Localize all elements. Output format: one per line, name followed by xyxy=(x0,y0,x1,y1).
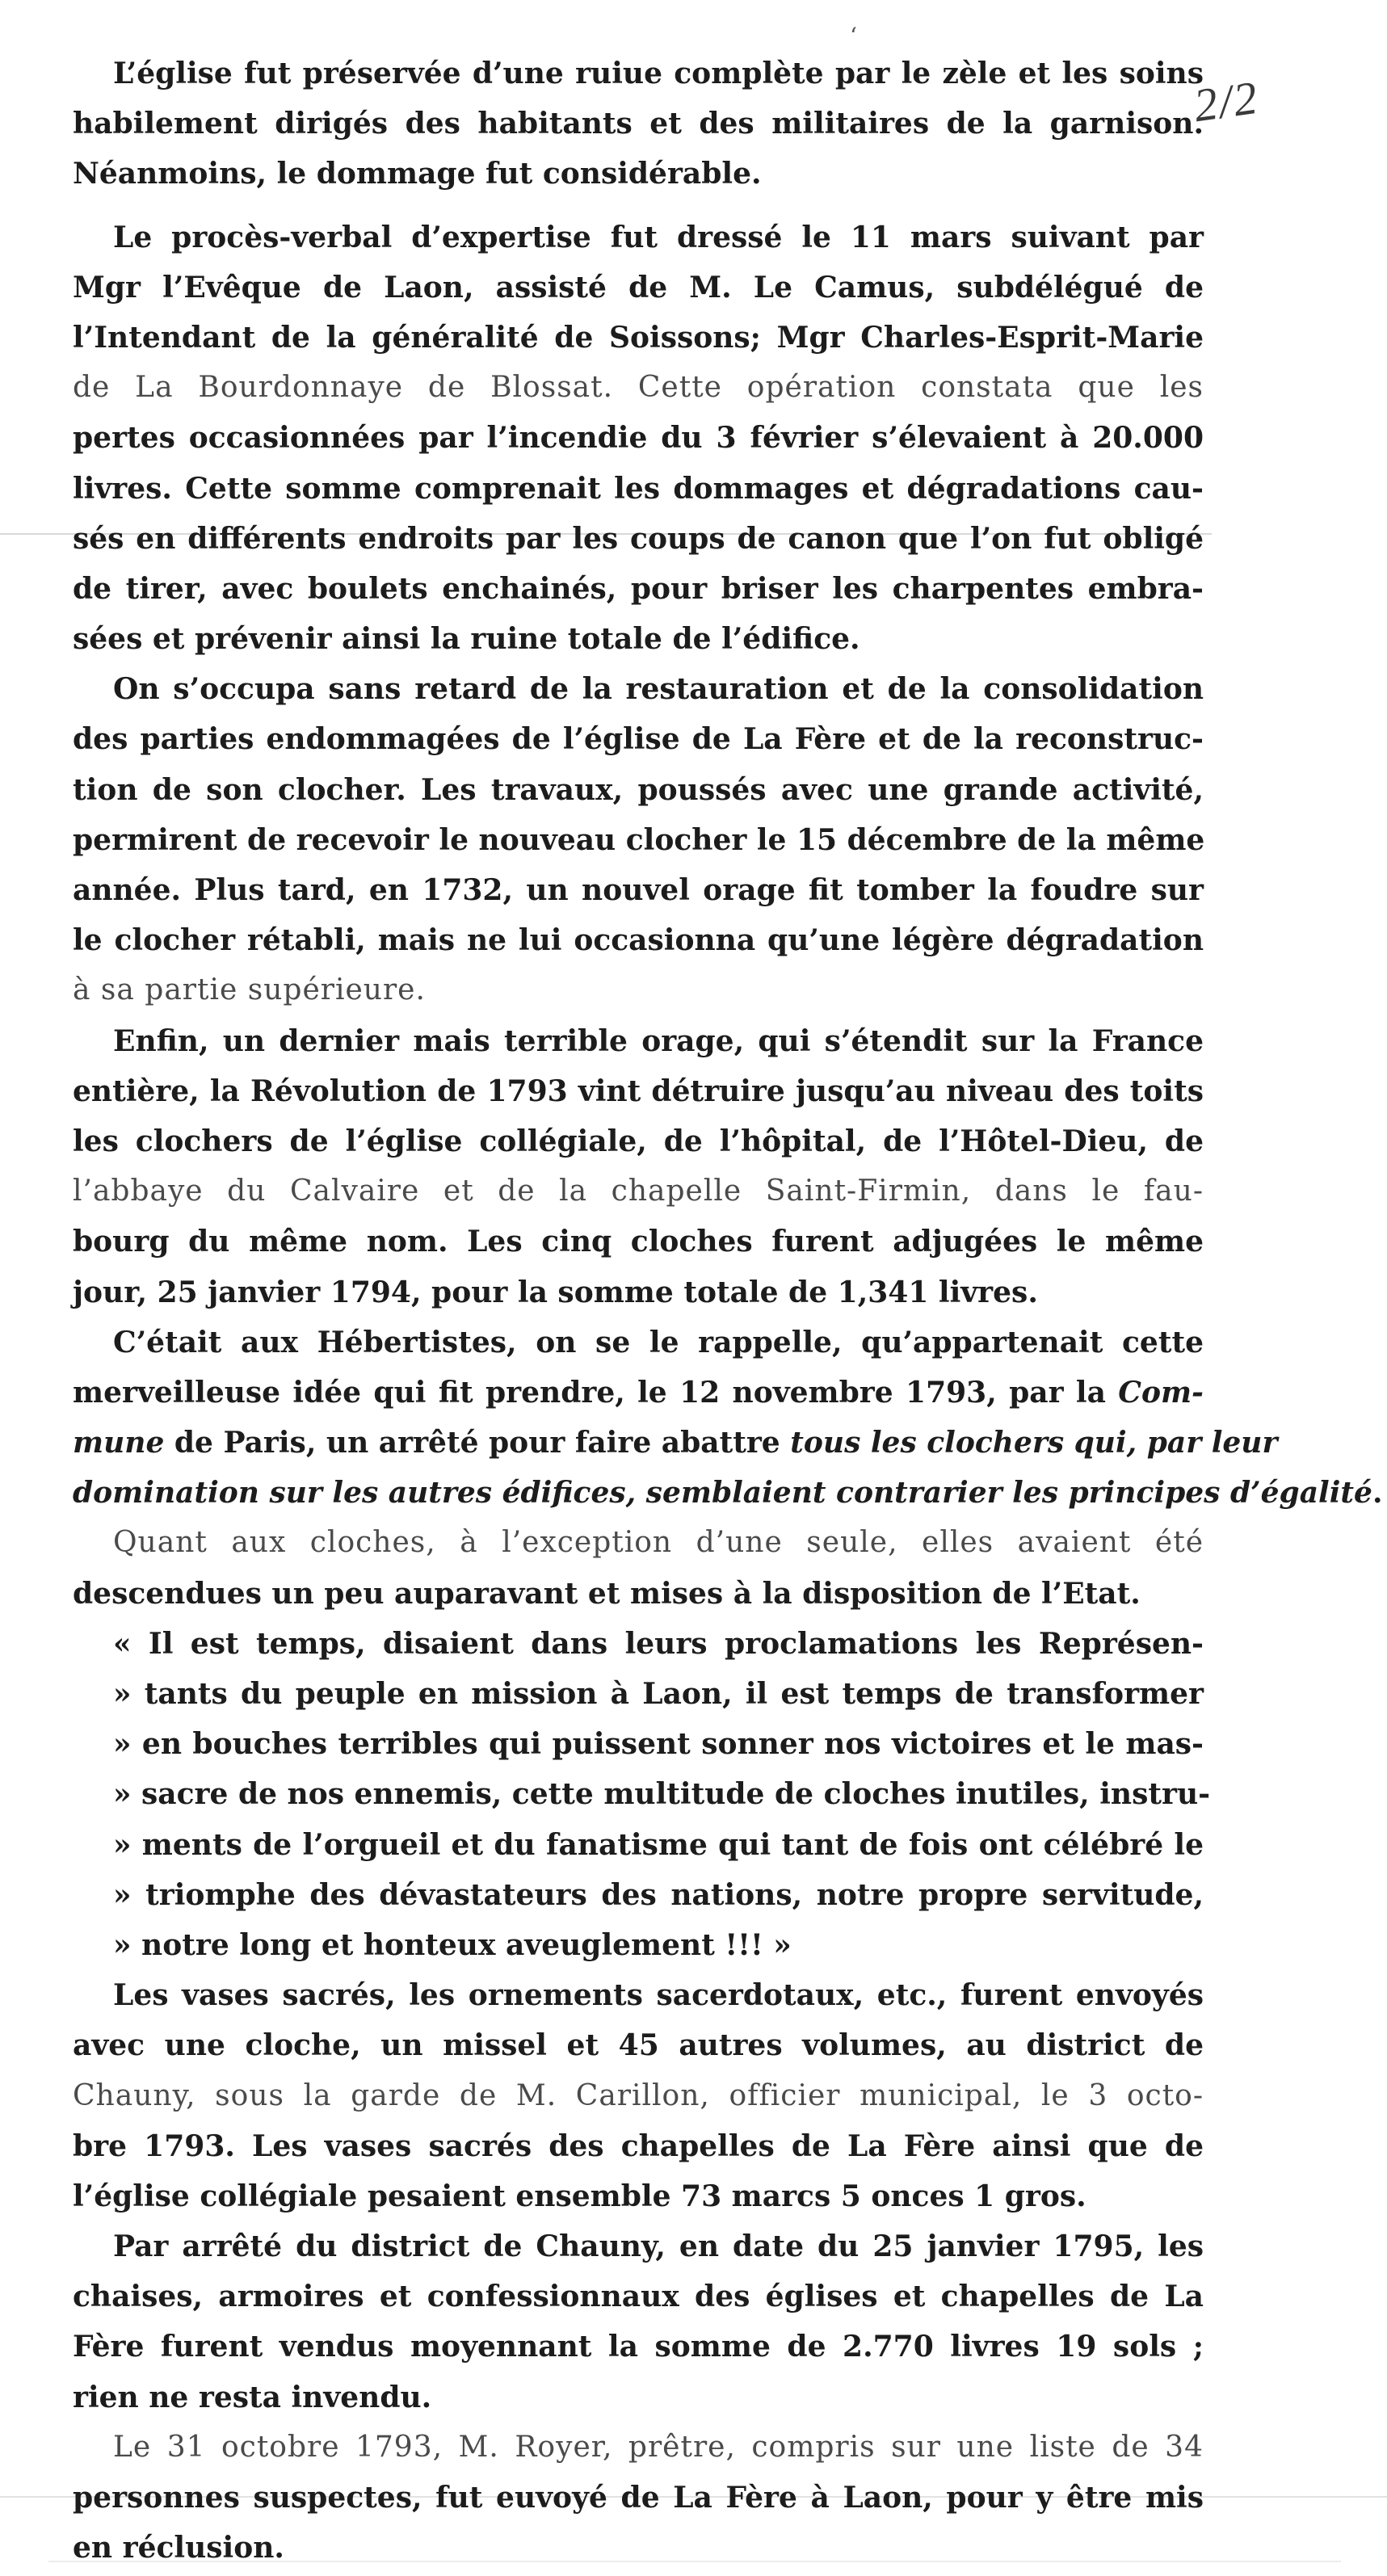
text-line: Fère furent vendus moyennant la somme de 2.770 livres 19 sols ; xyxy=(73,2330,1204,2364)
text-line: de tirer, avec boulets enchainés, pour briser les charpentes embra- xyxy=(73,571,1204,606)
text-line: » triomphe des dévastateurs des nations, notre propre servitude, xyxy=(113,1877,1204,1912)
text-line: » sacre de nos ennemis, cette multitude de cloches inutiles, instru- xyxy=(113,1777,1211,1812)
text-line: » tants du peuple en mission à Laon, il est temps de transformer xyxy=(113,1677,1204,1711)
margin-page-number: 2/2 xyxy=(1190,70,1263,132)
text-line: jour, 25 janvier 1794, pour la somme totale de 1,341 livres. xyxy=(73,1275,1038,1309)
text-span: de Paris, un arrêté pour faire abattre xyxy=(164,1426,791,1460)
text-line: bourg du même nom. Les cinq cloches furent adjugées le même xyxy=(73,1225,1204,1259)
text-line: chaises, armoires et confessionnaux des églises et chapelles de La xyxy=(73,2280,1204,2314)
text-line: Les vases sacrés, les ornements sacerdotaux, etc., furent envoyés xyxy=(113,1978,1204,2013)
text-line: Enfin, un dernier mais terrible orage, qui s’étendit sur la France xyxy=(113,1023,1204,1058)
text-span: . xyxy=(1372,1476,1383,1511)
text-line: » notre long et honteux aveuglement !!! » xyxy=(113,1927,792,1962)
text-line: des parties endommagées de l’église de La Fère et de la reconstruc- xyxy=(73,722,1204,757)
text-line: de La Bourdonnaye de Blossat. Cette opération constata que les xyxy=(73,371,1204,405)
text-line: à sa partie supérieure. xyxy=(73,973,426,1007)
text-line: livres. Cette somme comprenait les dommages et dégradations cau- xyxy=(73,471,1204,506)
text-line: descendues un peu auparavant et mises à la disposition de l’Etat. xyxy=(73,1576,1141,1611)
text-line xyxy=(73,1418,1278,1468)
text-line: permirent de recevoir le nouveau clocher le 15 décembre de la même xyxy=(73,822,1205,857)
text-line: pertes occasionnées par l’incendie du 3 février s’élevaient à 20.000 xyxy=(73,421,1204,456)
text-line xyxy=(73,1368,1204,1418)
text-line: bre 1793. Les vases sacrés des chapelles de La Fère ainsi que de xyxy=(73,2128,1204,2163)
text-line: Le 31 octobre 1793, M. Royer, prêtre, compris sur une liste de 34 xyxy=(113,2430,1204,2464)
text-line: année. Plus tard, en 1732, un nouvel orage fit tomber la foudre sur xyxy=(73,873,1204,907)
italic-span: mune xyxy=(73,1426,165,1460)
text-line: en réclusion. xyxy=(73,2531,284,2565)
text-line: tion de son clocher. Les travaux, poussés avec une grande activité, xyxy=(73,772,1204,807)
text-line: Mgr l’Evêque de Laon, assisté de M. Le Camus, subdélégué de xyxy=(73,270,1204,305)
text-line: entière, la Révolution de 1793 vint détruire jusqu’au niveau des toits xyxy=(73,1074,1204,1108)
text-line: rien ne resta invendu. xyxy=(73,2380,432,2414)
text-line: l’abbaye du Calvaire et de la chapelle Saint-Firmin, dans le fau- xyxy=(73,1175,1204,1208)
text-line: Néanmoins, le dommage fut considérable. xyxy=(73,157,762,191)
text-line: Le procès-verbal d’expertise fut dressé le 11 mars suivant par xyxy=(113,220,1204,254)
text-line: » ments de l’orgueil et du fanatisme qui tant de fois ont célébré le xyxy=(113,1827,1204,1862)
text-line: C’était aux Hébertistes, on se le rappelle, qu’appartenait cette xyxy=(113,1325,1204,1359)
text-line: On s’occupa sans retard de la restauration et de la consolidation xyxy=(113,672,1204,707)
text-line: Quant aux cloches, à l’exception d’une seule, elles avaient été xyxy=(113,1526,1204,1560)
text-line: sés en différents endroits par les coups de canon que l’on fut obligé xyxy=(73,521,1204,556)
text-line: l’église collégiale pesaient ensemble 73 marcs 5 onces 1 gros. xyxy=(73,2179,1086,2213)
text-span: merveilleuse idée qui fit prendre, le 12 novembre 1793, par la xyxy=(73,1375,1119,1410)
italic-span: tous les clochers qui, par leur xyxy=(790,1426,1278,1460)
text-line: L’église fut préservée d’une ruiue complète par le zèle et les soins xyxy=(113,57,1204,90)
text-line: l’Intendant de la généralité de Soissons; Mgr Charles-Esprit-Marie xyxy=(73,320,1204,355)
text-line: Par arrêté du district de Chauny, en date du 25 janvier 1795, les xyxy=(113,2229,1204,2264)
text-line: personnes suspectes, fut euvoyé de La Fère à Laon, pour y être mis xyxy=(73,2481,1204,2515)
text-line: le clocher rétabli, mais ne lui occasionna qu’une légère dégradation xyxy=(73,923,1204,958)
text-line: habilement dirigés des habitants et des militaires de la garnison. xyxy=(73,107,1204,141)
text-line: sées et prévenir ainsi la ruine totale de l’édifice. xyxy=(73,622,860,657)
italic-span: Com- xyxy=(1118,1375,1204,1410)
text-line xyxy=(73,1468,1383,1518)
text-line: » en bouches terribles qui puissent sonner nos victoires et le mas- xyxy=(113,1727,1204,1762)
top-pencil-mark: ‘ xyxy=(850,23,857,49)
text-line: Chauny, sous la garde de M. Carillon, officier municipal, le 3 octo- xyxy=(73,2078,1204,2112)
text-line: avec une cloche, un missel et 45 autres volumes, au district de xyxy=(73,2028,1204,2063)
italic-span: domination sur les autres édifices, semblaient contrarier les principes d’égalité xyxy=(73,1476,1372,1511)
text-line: « Il est temps, disaient dans leurs proclamations les Représen- xyxy=(113,1626,1204,1661)
text-line: les clochers de l’église collégiale, de l’hôpital, de l’Hôtel-Dieu, de xyxy=(73,1124,1204,1158)
